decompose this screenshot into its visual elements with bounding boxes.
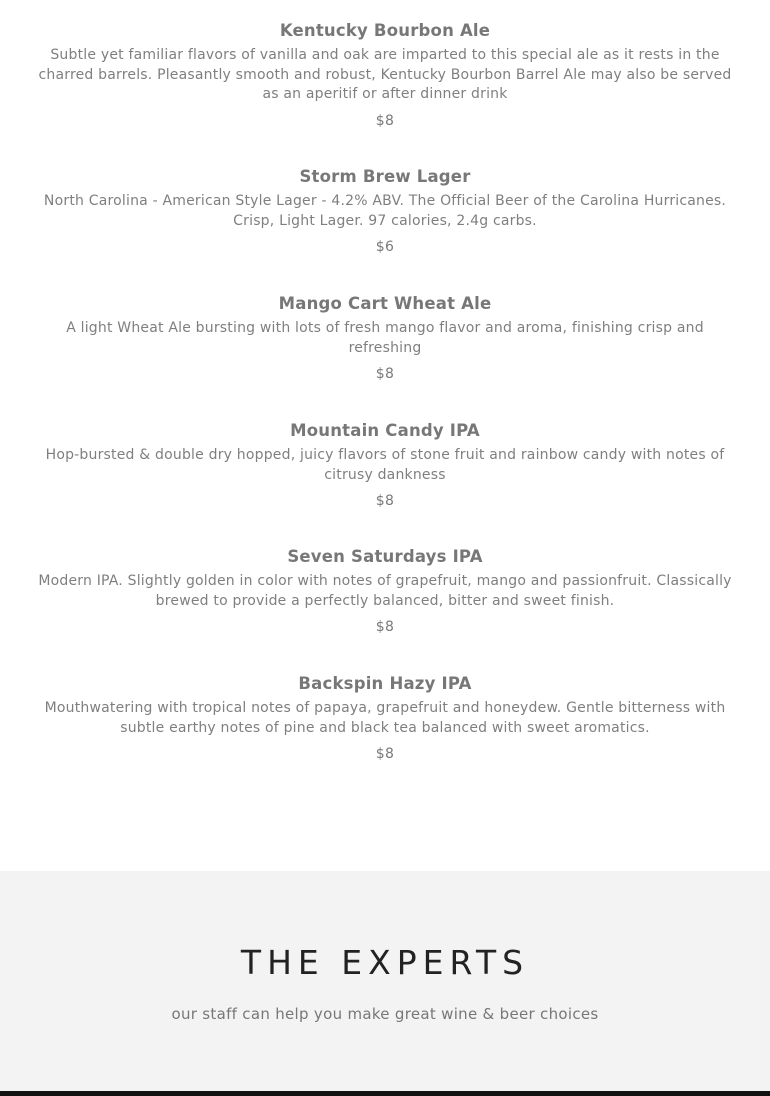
menu-item <box>0 421 770 511</box>
menu-item-description: Subtle yet familiar flavors of vanilla and oak are imparted to this special ale as it rests in the charred barrels. Pleasantly smooth and robust, Kentucky Bourbon Barrel Ale may also be served as an aperitif or after dinner drink <box>38 47 732 103</box>
menu-item <box>0 547 770 637</box>
menu-item-price: $8 <box>375 366 395 383</box>
menu-item <box>0 674 770 764</box>
menu-item-price: $8 <box>375 112 395 129</box>
experts-section <box>0 871 770 1091</box>
menu-item-description: Hop-bursted & double dry hopped, juicy flavors of stone fruit and rainbow candy with notes of citrusy dankness <box>45 447 725 483</box>
menu-item-name: Seven Saturdays IPA <box>287 547 483 566</box>
menu-item <box>0 294 770 384</box>
menu-item-name: Kentucky Bourbon Ale <box>279 21 491 40</box>
menu-item <box>0 167 770 257</box>
menu-item-name: Mountain Candy IPA <box>290 421 480 440</box>
footer-bar <box>0 1091 770 1096</box>
menu-item-price: $8 <box>375 746 395 763</box>
menu-item-description: Modern IPA. Slightly golden in color with notes of grapefruit, mango and passionfruit. Classically brewed to provide a perfectly balanced, bitter and sweet finish. <box>38 573 732 609</box>
menu-item-description: A light Wheat Ale bursting with lots of fresh mango flavor and aroma, finishing crisp and refreshing <box>66 320 704 356</box>
menu-item-price: $8 <box>375 619 395 636</box>
menu-item-name: Mango Cart Wheat Ale <box>278 294 492 313</box>
menu-item-description: North Carolina - American Style Lager - 4.2% ABV. The Official Beer of the Carolina Hurricanes. Crisp, Light Lager. 97 calories, 2.4g carbs. <box>43 193 727 229</box>
experts-subtitle: our staff can help you make great wine & beer choices <box>171 1005 599 1023</box>
menu-item <box>0 21 770 131</box>
menu-item-price: $8 <box>375 493 395 510</box>
menu-item-description: Mouthwatering with tropical notes of papaya, grapefruit and honeydew. Gentle bitterness with subtle earthy notes of pine and black tea balanced with sweet aromatics. <box>44 700 726 736</box>
menu-item-name: Storm Brew Lager <box>299 167 471 186</box>
menu-item-price: $6 <box>375 239 395 256</box>
experts-title: THE EXPERTS <box>240 943 530 982</box>
menu-item-name: Backspin Hazy IPA <box>298 674 472 693</box>
